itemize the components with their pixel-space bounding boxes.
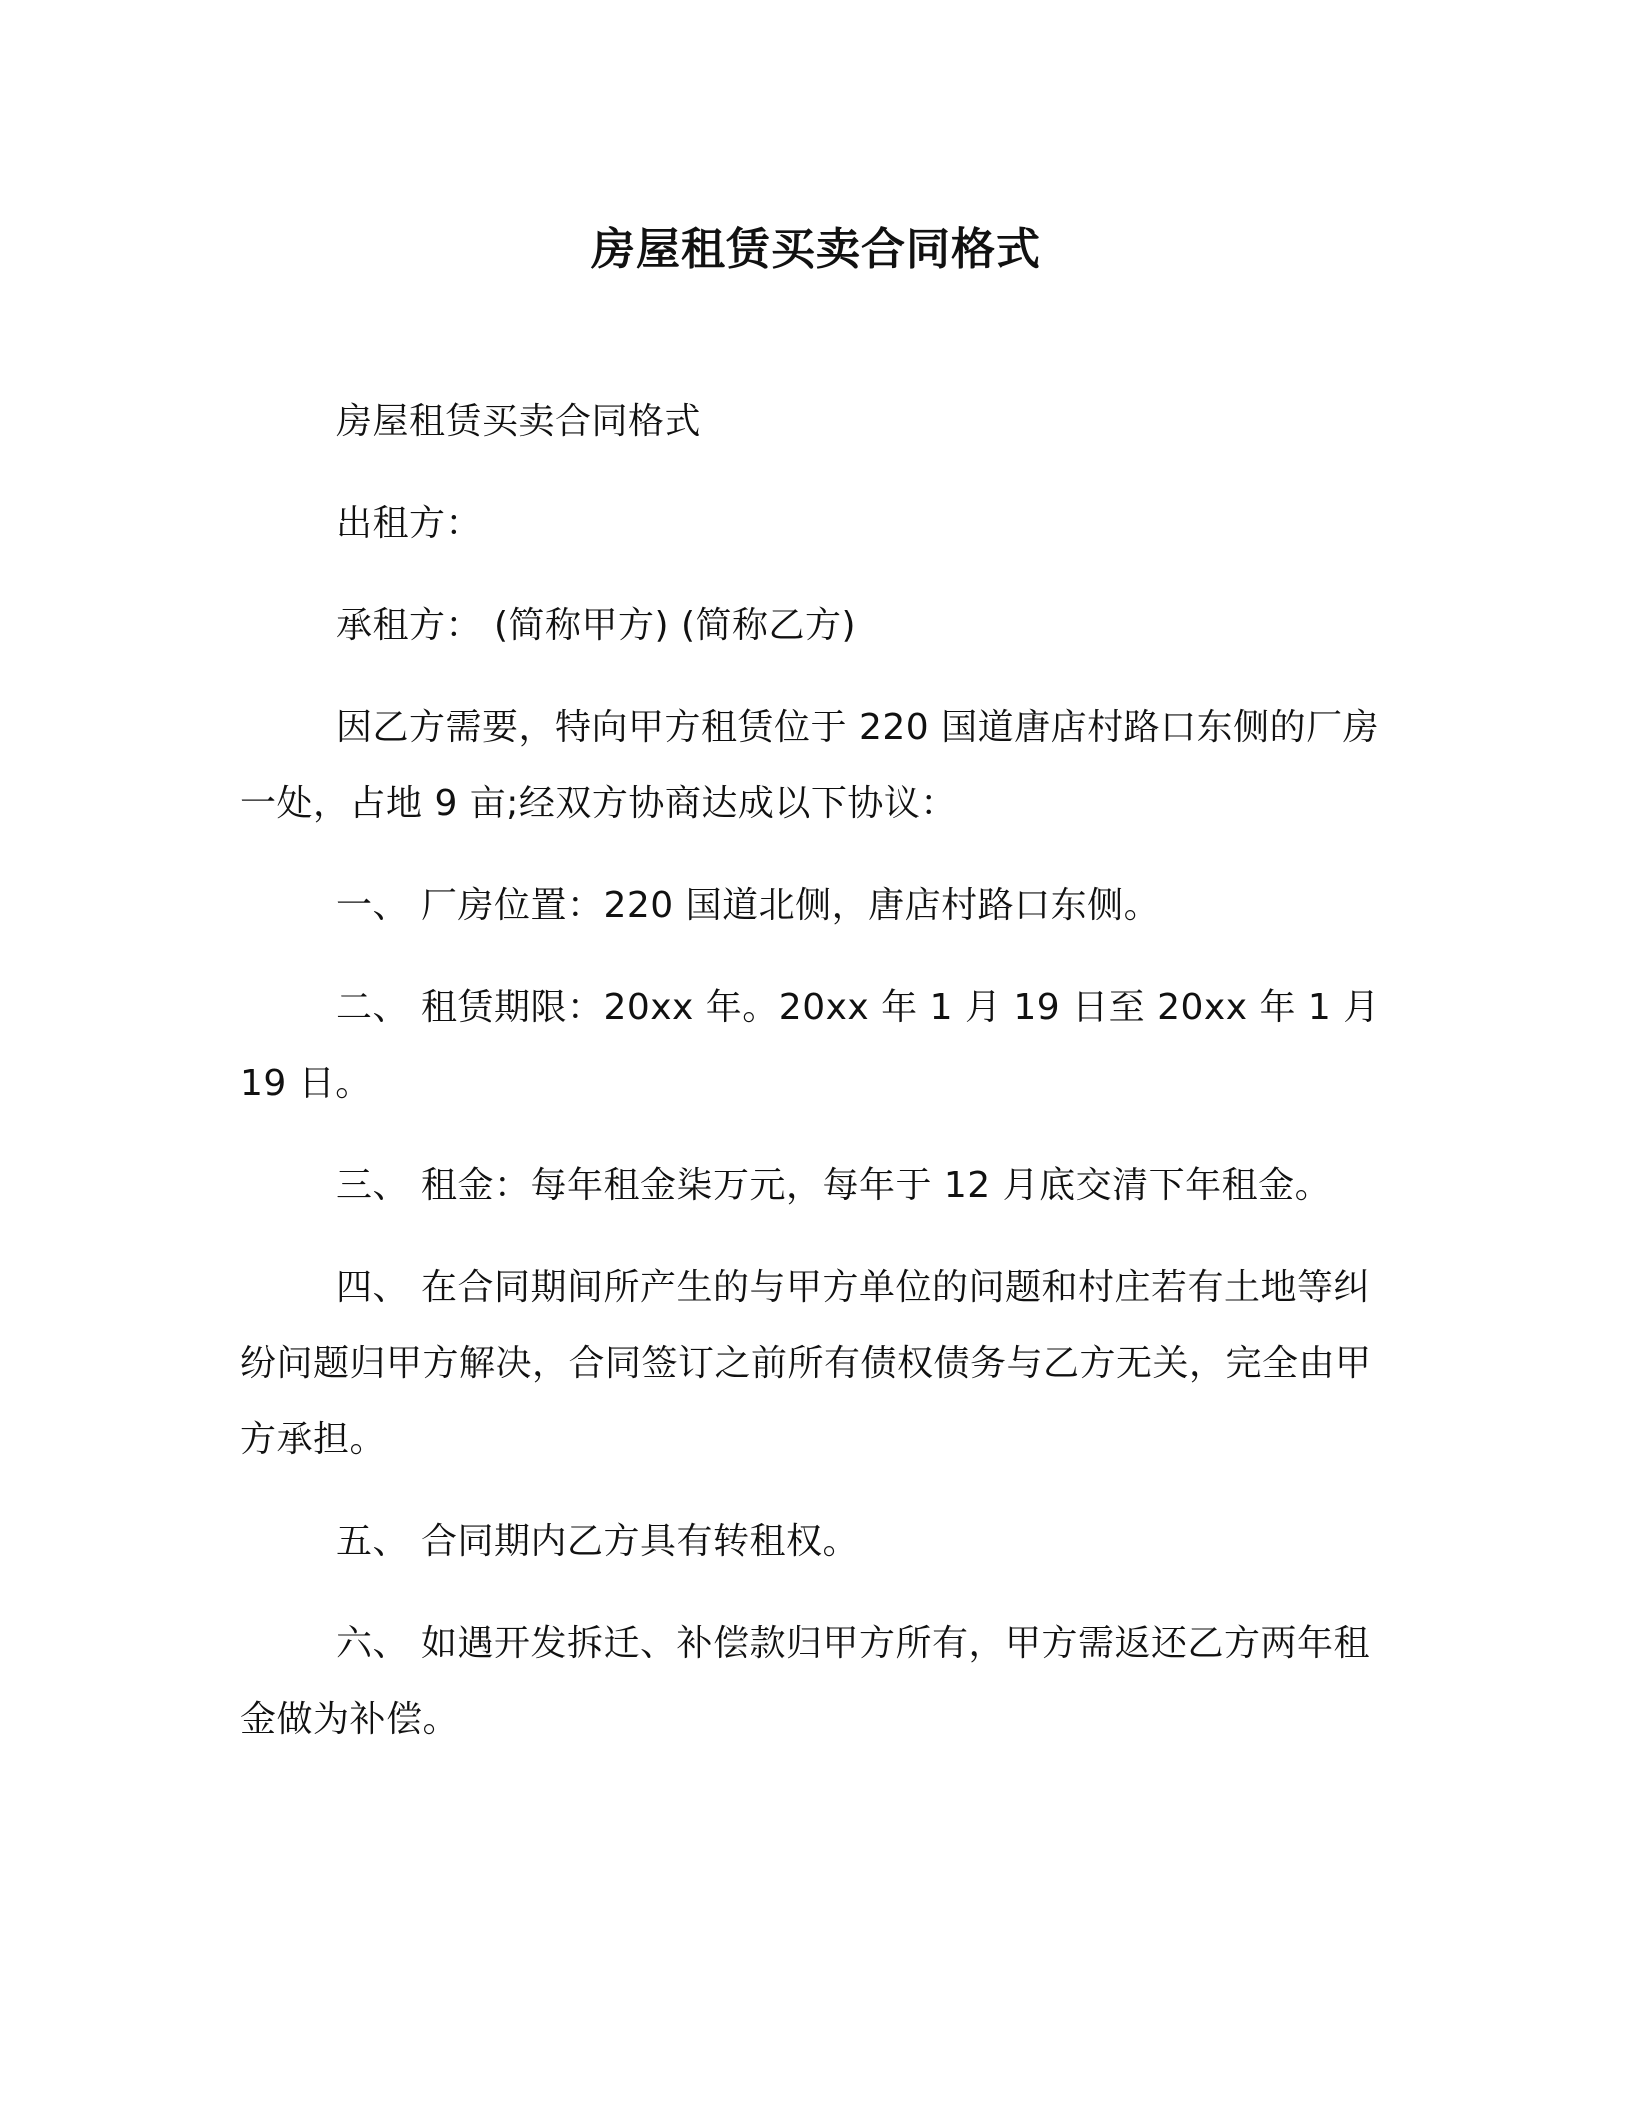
paragraph-clause-2: 二、 租赁期限：20xx 年。20xx 年 1 月 19 日至 20xx 年 1 月 19 日。 [240,987,1380,1104]
paragraph-clause-4: 四、 在合同期间所产生的与甲方单位的问题和村庄若有土地等纠纷问题归甲方解决，合同签订之前所有债权债务与乙方无关，完全由甲方承担。 [240,1267,1372,1460]
paragraph-clause-3: 三、 租金：每年租金柒万元，每年于 12 月底交清下年租金。 [336,1165,1332,1206]
paragraph-lessor: 出租方： [336,503,483,544]
paragraph-clause-5: 五、 合同期内乙方具有转租权。 [336,1521,859,1562]
paragraph-lessee: 承租方： (简称甲方) (简称乙方) [336,605,857,646]
paragraph-heading: 房屋租赁买卖合同格式 [336,401,702,442]
paragraph-clause-6: 六、 如遇开发拆迁、补偿款归甲方所有，甲方需返还乙方两年租金做为补偿。 [240,1623,1370,1740]
paragraph-clause-1: 一、 厂房位置：220 国道北侧，唐店村路口东侧。 [336,885,1161,926]
paragraph-intro: 因乙方需要，特向甲方租赁位于 220 国道唐店村路口东侧的厂房一处，占地 9 亩;经双方协商达成以下协议： [240,707,1380,824]
document-title: 房屋租赁买卖合同格式 [591,224,1041,275]
